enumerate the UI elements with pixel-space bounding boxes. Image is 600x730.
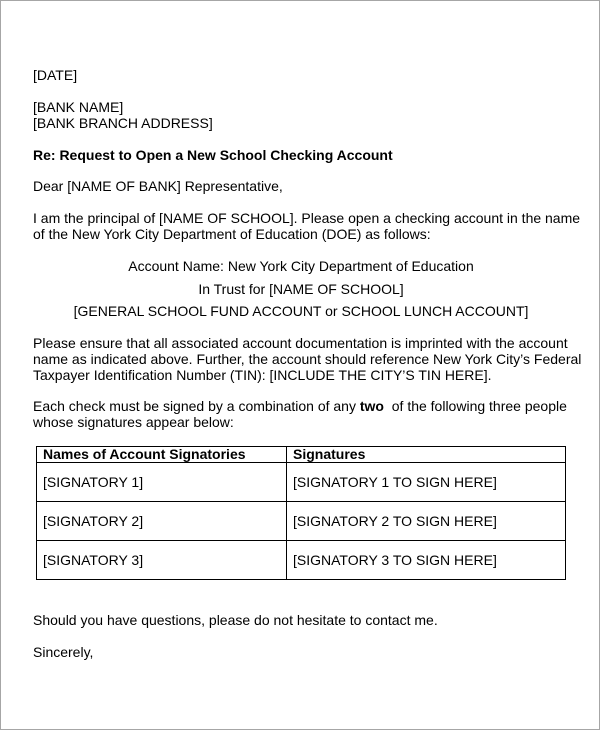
check-text-post: of the following three people [383, 398, 567, 414]
closing-question: Should you have questions, please do not hesitate to contact me. [33, 612, 438, 628]
signatory-table [36, 446, 566, 580]
account-name: Account Name: New York City Department of Education [128, 258, 474, 274]
signature-cell: [SIGNATORY 1 TO SIGN HERE] [287, 463, 566, 502]
sign-off: Sincerely, [33, 644, 94, 660]
subject-line: Re: Request to Open a New School Checking Account [33, 147, 393, 163]
table-header-names: Names of Account Signatories [37, 447, 287, 463]
table-row [37, 502, 566, 541]
ensure-paragraph-line-1: Please ensure that all associated account documentation is imprinted with the account [33, 335, 568, 351]
signatory-name-cell: [SIGNATORY 2] [37, 502, 287, 541]
check-paragraph-line-1 [33, 398, 567, 414]
signature-cell: [SIGNATORY 2 TO SIGN HERE] [287, 502, 566, 541]
table-row [37, 463, 566, 502]
intro-paragraph-line-1: I am the principal of [NAME OF SCHOOL]. Please open a checking account in the name [33, 210, 581, 226]
bank-name: [BANK NAME] [33, 99, 124, 115]
signature-cell: [SIGNATORY 3 TO SIGN HERE] [287, 541, 566, 580]
fund-account-line: [GENERAL SCHOOL FUND ACCOUNT or SCHOOL LUNCH ACCOUNT] [73, 303, 529, 319]
check-text-bold: two [359, 398, 384, 414]
intro-paragraph-line-2: of the New York City Department of Education (DOE) as follows: [33, 226, 431, 242]
check-paragraph-line-2: whose signatures appear below: [33, 414, 234, 430]
bank-branch-address: [BANK BRANCH ADDRESS] [33, 115, 213, 131]
check-text-pre: Each check must be signed by a combination of any [33, 398, 360, 414]
ensure-paragraph-line-3: Taxpayer Identification Number (TIN): [INCLUDE THE CITY’S TIN HERE]. [33, 367, 492, 383]
salutation: Dear [NAME OF BANK] Representative, [33, 178, 283, 194]
table-header-row [37, 447, 566, 463]
table-row [37, 541, 566, 580]
date-line: [DATE] [33, 67, 78, 83]
signatory-name-cell: [SIGNATORY 3] [37, 541, 287, 580]
in-trust-line: In Trust for [NAME OF SCHOOL] [198, 281, 404, 297]
signatory-name-cell: [SIGNATORY 1] [37, 463, 287, 502]
table-header-signatures: Signatures [287, 447, 566, 463]
ensure-paragraph-line-2: name as indicated above. Further, the account should reference New York City’s Federal [33, 351, 582, 367]
